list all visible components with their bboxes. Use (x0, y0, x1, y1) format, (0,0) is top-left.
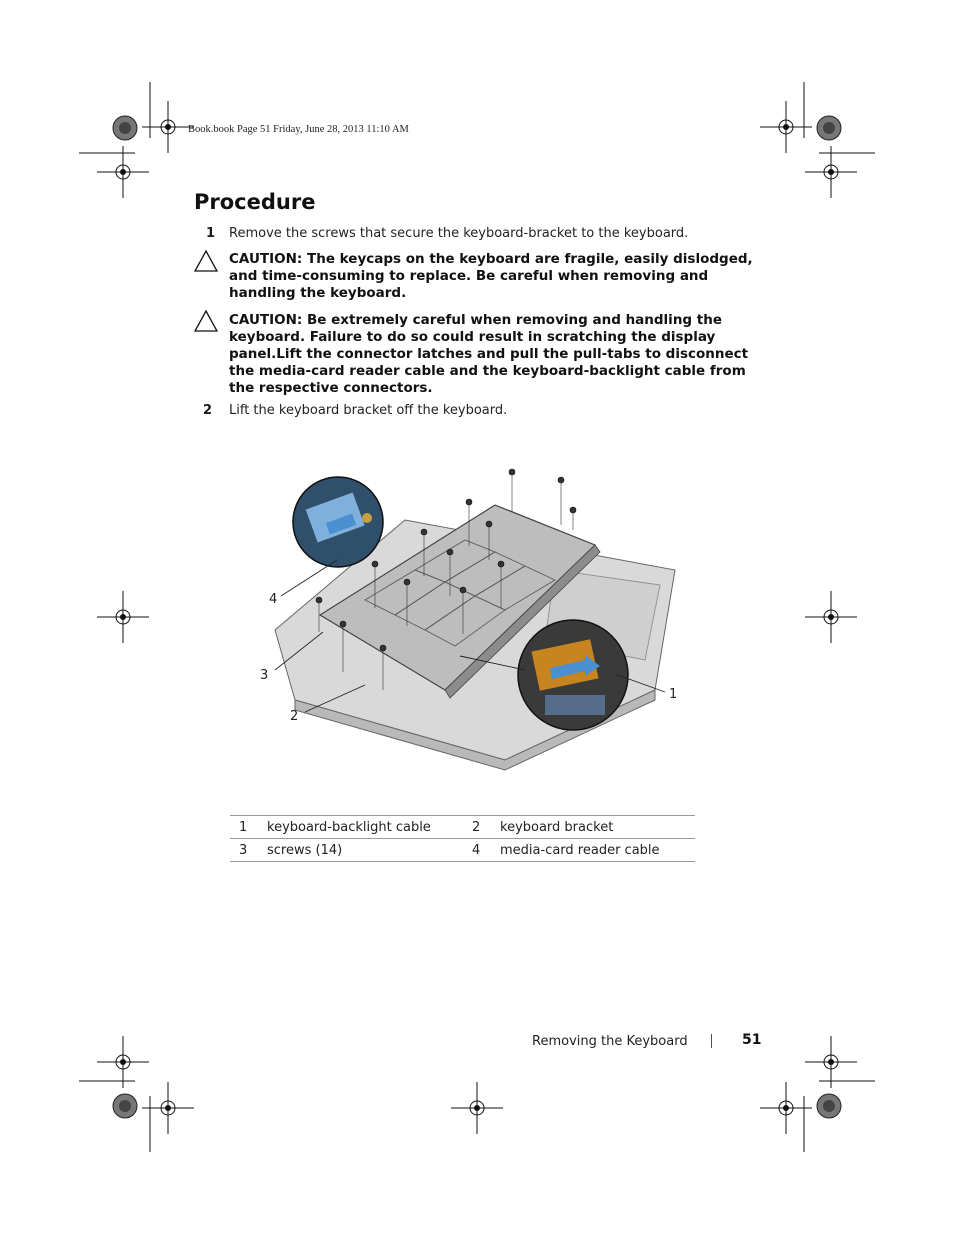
caution-line: keyboard. Failure to do so could result in scratching the display (229, 329, 716, 345)
caution-line: the media-card reader cable and the keyboard-backlight cable from (229, 363, 746, 379)
keyboard-bracket-figure (255, 460, 695, 780)
callout-2: 2 (290, 709, 299, 724)
print-slug: Book.book Page 51 Friday, June 28, 2013 11:10 AM (188, 124, 409, 135)
step-number: 1 (206, 226, 216, 241)
caution-icon (194, 310, 218, 332)
legend-label: screws (14) (267, 839, 463, 862)
legend-number: 2 (463, 816, 500, 839)
legend-number: 1 (230, 816, 267, 839)
callout-legend-table (230, 815, 695, 862)
caution-line: CAUTION: Be extremely careful when removing and handling the (229, 312, 723, 328)
caution-line: CAUTION: The keycaps on the keyboard are fragile, easily dislodged, (229, 251, 753, 267)
footer-section-title: Removing the Keyboard (532, 1034, 688, 1049)
footer-divider (711, 1034, 712, 1048)
caution-line: and time-consuming to replace. Be careful when removing and (229, 268, 709, 284)
table-row (230, 816, 695, 839)
caution-text (229, 251, 764, 302)
legend-label: keyboard bracket (500, 816, 695, 839)
step-text: Lift the keyboard bracket off the keyboard. (229, 403, 508, 418)
caution-line: panel.Lift the connector latches and pull the pull-tabs to disconnect (229, 346, 749, 362)
legend-number: 3 (230, 839, 267, 862)
callout-4: 4 (269, 592, 278, 607)
caution-icon (194, 250, 218, 272)
legend-number: 4 (463, 839, 500, 862)
page-number: 51 (742, 1032, 762, 1048)
callout-1: 1 (669, 687, 678, 702)
legend-label: keyboard-backlight cable (267, 816, 463, 839)
section-heading: Procedure (194, 190, 316, 214)
caution-line: the respective connectors. (229, 380, 433, 396)
step-number: 2 (203, 403, 213, 418)
callout-3: 3 (260, 668, 269, 683)
legend-label: media-card reader cable (500, 839, 695, 862)
table-row (230, 839, 695, 862)
step-text: Remove the screws that secure the keyboard-bracket to the keyboard. (229, 226, 689, 241)
caution-line: handling the keyboard. (229, 285, 407, 301)
caution-text (229, 312, 764, 397)
